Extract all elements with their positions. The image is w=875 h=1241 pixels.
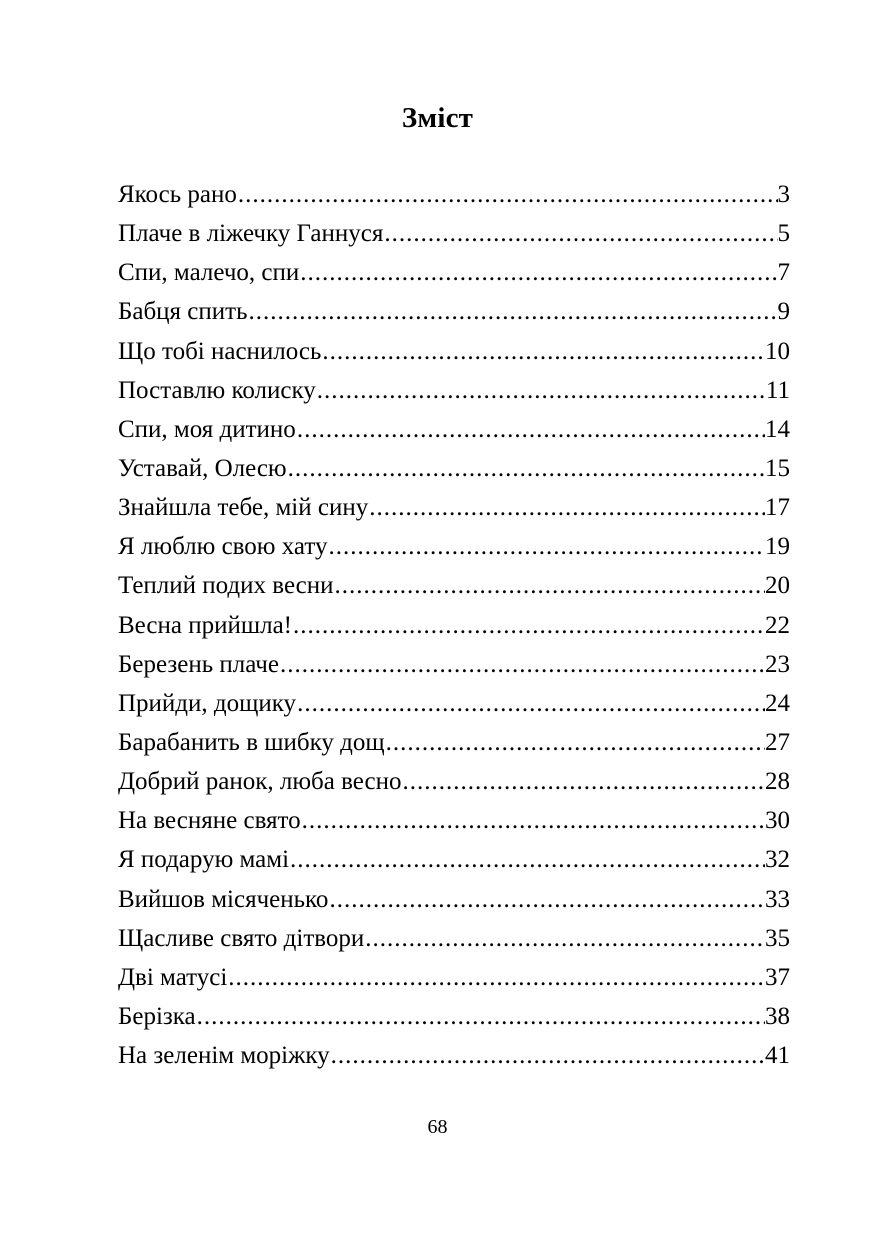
toc-entry: [118, 840, 790, 879]
toc-entry: [118, 762, 790, 801]
toc-leader-dots: [384, 214, 777, 253]
toc-entry-title: Щасливе свято дітвори: [118, 924, 365, 952]
page-number: 68: [427, 1116, 448, 1138]
toc-entry-page: 28: [765, 768, 790, 796]
toc-leader-dots: [317, 371, 766, 410]
toc-entry-title: Вийшов місяченько: [118, 885, 329, 913]
toc-leader-dots: [386, 723, 765, 762]
table-of-contents: [118, 175, 790, 1075]
toc-leader-dots: [300, 253, 777, 292]
toc-entry: [118, 488, 790, 527]
toc-entry-title: Спи, малечо, спи: [118, 259, 300, 287]
toc-entry-title: Березень плаче: [118, 650, 279, 678]
toc-entry-title: Спи, моя дитино: [118, 415, 296, 443]
toc-entry: [118, 410, 790, 449]
toc-entry-page: 15: [765, 454, 790, 482]
toc-entry-title: Весна прийшла!: [118, 611, 292, 639]
toc-leader-dots: [297, 684, 765, 723]
toc-entry: [118, 527, 790, 566]
toc-entry: [118, 214, 790, 253]
toc-entry: [118, 292, 790, 331]
toc-entry: [118, 371, 790, 410]
toc-entry: [118, 1036, 790, 1075]
toc-entry-page: 9: [777, 298, 790, 326]
toc-entry-title: Поставлю колиску: [118, 376, 316, 404]
toc-entry-page: 14: [765, 415, 790, 443]
toc-leader-dots: [238, 175, 778, 214]
toc-entry-page: 32: [765, 846, 790, 874]
toc-entry-title: Добрий ранок, люба весно: [118, 768, 402, 796]
toc-leader-dots: [228, 958, 765, 997]
toc-leader-dots: [328, 527, 765, 566]
toc-leader-dots: [248, 292, 777, 331]
toc-entry-page: 37: [765, 963, 790, 991]
toc-entry-title: Барабанить в шибку дощ: [118, 728, 385, 756]
toc-entry-page: 22: [765, 611, 790, 639]
toc-entry-title: Знайшла тебе, мій сину: [118, 494, 369, 522]
toc-entry-page: 17: [765, 494, 790, 522]
toc-entry-page: 11: [765, 376, 790, 404]
toc-entry-page: 27: [765, 728, 790, 756]
toc-leader-dots: [290, 840, 765, 879]
toc-entry-page: 35: [765, 924, 790, 952]
toc-leader-dots: [335, 566, 765, 605]
toc-entry-title: Плаче в ліжечку Ганнуся: [118, 220, 384, 248]
toc-entry-page: 19: [765, 533, 790, 561]
toc-entry-page: 5: [777, 220, 790, 248]
toc-entry-title: Теплий подих весни: [118, 572, 334, 600]
toc-leader-dots: [369, 488, 765, 527]
toc-leader-dots: [280, 645, 765, 684]
toc-entry-title: Якось рано: [118, 181, 237, 208]
toc-entry-title: На зеленім моріжку: [118, 1042, 330, 1070]
toc-entry-page: 23: [765, 650, 790, 678]
toc-entry-title: Берізка: [118, 1002, 196, 1030]
toc-entry-title: Я люблю свою хату: [118, 533, 328, 561]
toc-entry: [118, 332, 790, 371]
toc-leader-dots: [331, 1036, 765, 1075]
toc-entry: [118, 919, 790, 958]
toc-entry-page: 7: [777, 259, 790, 287]
toc-leader-dots: [402, 762, 765, 801]
toc-entry-title: На весняне свято: [118, 807, 301, 835]
toc-entry: [118, 449, 790, 488]
toc-entry-page: 3: [777, 181, 790, 208]
toc-leader-dots: [329, 880, 765, 919]
toc-leader-dots: [297, 410, 765, 449]
toc-entry: [118, 958, 790, 997]
toc-entry-title: Прийди, дощику: [118, 689, 297, 717]
toc-entry: [118, 723, 790, 762]
toc-entry-title: Бабця спить: [118, 298, 248, 326]
toc-entry-page: 30: [765, 807, 790, 835]
toc-leader-dots: [293, 606, 765, 645]
toc-entry: [118, 645, 790, 684]
toc-entry: [118, 253, 790, 292]
page-title: Зміст: [401, 102, 474, 134]
toc-entry: [118, 997, 790, 1036]
toc-entry-page: 33: [765, 885, 790, 913]
toc-entry: [118, 566, 790, 605]
toc-entry-page: 38: [765, 1002, 790, 1030]
toc-entry: [118, 684, 790, 723]
toc-leader-dots: [288, 449, 765, 488]
toc-leader-dots: [365, 919, 765, 958]
toc-entry-page: 24: [765, 689, 790, 717]
toc-entry-title: Що тобі наснилось: [118, 337, 322, 365]
toc-entry: [118, 880, 790, 919]
toc-entry-page: 20: [765, 572, 790, 600]
toc-entry: [118, 606, 790, 645]
toc-leader-dots: [302, 801, 765, 840]
toc-entry-title: Дві матусі: [118, 963, 228, 991]
toc-leader-dots: [197, 997, 765, 1036]
toc-entry-page: 41: [765, 1042, 790, 1070]
toc-entry-title: Я подарую мамі: [118, 846, 290, 874]
toc-entry-title: Уставай, Олесю: [118, 454, 287, 482]
toc-entry: [118, 175, 790, 214]
toc-entry: [118, 801, 790, 840]
toc-leader-dots: [322, 332, 765, 371]
toc-entry-page: 10: [765, 337, 790, 365]
